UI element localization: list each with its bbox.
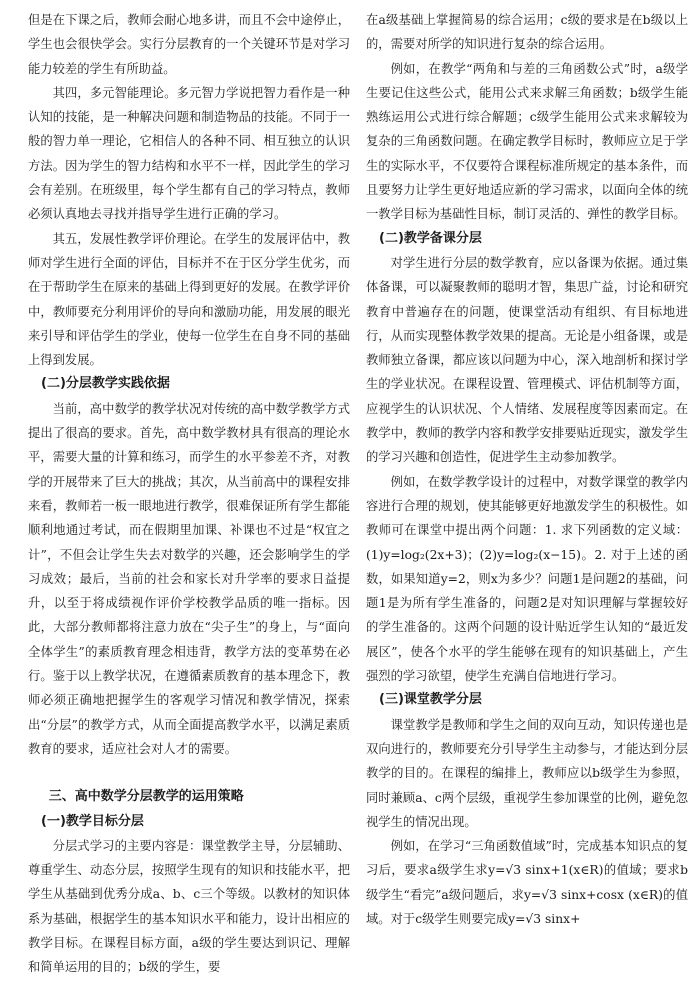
paragraph: 其五，发展性教学评价理论。在学生的发展评估中，教师对学生进行全面的评估，目标并不在于区分学生优劣，而在于帮助学生在原来的基础上得到更好的发展。在教学评价中，教师要充分利用评价的导向和激励功能，用发展的眼光来引导和评估学生的学业，使每一位学生在自身不同的基础上得到发展。: [28, 231, 350, 368]
right-column: [366, 8, 688, 931]
paragraph: 例如，在数学教学设计的过程中，对数学课堂的教学内容进行合理的规划，使其能够更好地激发学生的积极性。如教师可在课堂中提出两个问题：1. 求下列函数的定义域：(1)y=log₂(2x+3)；(2)y=log₂(x−15)。2. 对于上述的函数，如果知道y=2，则x为多少？问题1是问题2的基础，问题1是为所有学生准备的，问题2是对知识理解与掌握较好的学生准备的。这两个问题的设计贴近学生认知的“最近发展区”，使各个水平的学生能够在现有的知识基础上，产生强烈的学习欲望，使学生充满自信地进行学习。: [366, 474, 688, 684]
section-gap: [28, 761, 350, 785]
section-heading: (一)教学目标分层: [41, 813, 144, 829]
paragraph: 其四，多元智能理论。多元智力学说把智力看作是一种认知的技能，是一种解决问题和制造物品的技能。不同于一般的智力单一理论，它相信人的各种不同、相互独立的认识方法。因为学生的智力结构和水平不一样，因此学生的学习会有差别。在班级里，每个学生都有自己的学习特点，教师必须认真地去寻找并指导学生进行正确的学习。: [28, 85, 350, 222]
section-heading: (三)课堂教学分层: [379, 692, 482, 708]
paragraph: 但是在下课之后，教师会耐心地多讲，而且不会中途停止，学生也会很快学会。实行分层教育的一个关键环节是对学习能力较差的学生有所助益。: [28, 13, 350, 76]
section-heading: (二)教学备课分层: [379, 230, 482, 246]
paragraph: 当前，高中数学的教学状况对传统的高中数学教学方式提出了很高的要求。首先，高中数学教材具有很高的理论水平，需要大量的计算和练习，而学生的水平参差不齐，对教学的开展带来了巨大的挑战；其次，从当前高中的课程安排来看，教师若一板一眼地进行教学，很难保证所有学生都能顺利地通过考试，而在假期里加课、补课也不过是“权宜之计”，不但会让学生失去对数学的兴趣，还会影响学生的学习成效；最后，当前的社会和家长对升学率的要求日益提升，以至于将成绩视作评价学校教学品质的唯一指标。因此，大部分教师都将注意力放在“尖子生”的身上，与“面向全体学生”的素质教育理念相违背，教学方法的变革势在必行。鉴于以上教学状况，在遵循素质教育的基本理念下，教师必须正确地把握学生的客观学习情况和教学情况，探索出“分层”的教学方式，从而全面提高教学水平，以满足素质教育的要求，适应社会对人才的需要。: [28, 401, 350, 756]
paragraph: 在a级基础上掌握简易的综合运用；c级的要求是在b级以上的，需要对所学的知识进行复杂的综合运用。: [366, 13, 688, 52]
main-heading: 三、高中数学分层教学的运用策略: [48, 789, 244, 805]
paragraph: 例如，在学习“三角函数值域”时，完成基本知识点的复习后，要求a级学生求y=√3 sinx+1(x∈R)的值域；要求b级学生“看完”a级问题后，求y=√3 sinx+cosx (x∈R)的值域。对于c级学生则要完成y=√3 sinx+: [366, 839, 688, 926]
section-heading: (二)分层教学实践依据: [41, 376, 170, 392]
paragraph: 对学生进行分层的数学教育，应以备课为依据。通过集体备课，可以凝聚教师的聪明才智，集思广益，讨论和研究教育中普遍存在的问题，使课堂活动有组织、有目标地进行，从而实现整体教学效果的提高。无论是小组备课，或是教师独立备课，都应该以问题为中心，深入地剖析和探讨学生的学业状况。在课程设置、管理模式、评估机制等方面，应视学生的认识状况、个人情绪、发展程度等因素而定。在教学中，教师的教学内容和教学安排要贴近现实，激发学生的学习兴趣和创造性，促进学生主动参加教学。: [366, 255, 688, 465]
paragraph: 例如，在教学“两角和与差的三角函数公式”时，a级学生要记住这些公式，能用公式来求解三角函数；b级学生能熟练运用公式进行综合解题；c级学生能用公式来求解较为复杂的三角函数问题。在确定教学目标时，教师应立足于学生的实际水平，不仅要符合课程标准所规定的基本条件，而且要努力让学生更好地适应新的学习需求，以面向全体的统一教学目标为基础性目标，制订灵活的、弹性的教学目标。: [366, 61, 688, 222]
paragraph: 课堂教学是教师和学生之间的双向互动，知识传递也是双向进行的，教师要充分引导学生主动参与，才能达到分层教学的目的。在课程的编排上，教师应以b级学生为参照，同时兼顾a、c两个层级，重视学生参加课堂的比例，避免忽视学生的情况出现。: [366, 717, 688, 829]
paragraph: 分层式学习的主要内容是：课堂教学主导，分层辅助、尊重学生、动态分层，按照学生现有的知识和技能水平，把学生从基础到优秀分成a、b、c三个等级。以教材的知识体系为基础，根据学生的基本知识水平和能力，设计出相应的教学目标。在课程目标方面，a级的学生要达到识记、理解和简单运用的目的；b级的学生，要: [28, 838, 350, 975]
left-column: [28, 8, 350, 980]
